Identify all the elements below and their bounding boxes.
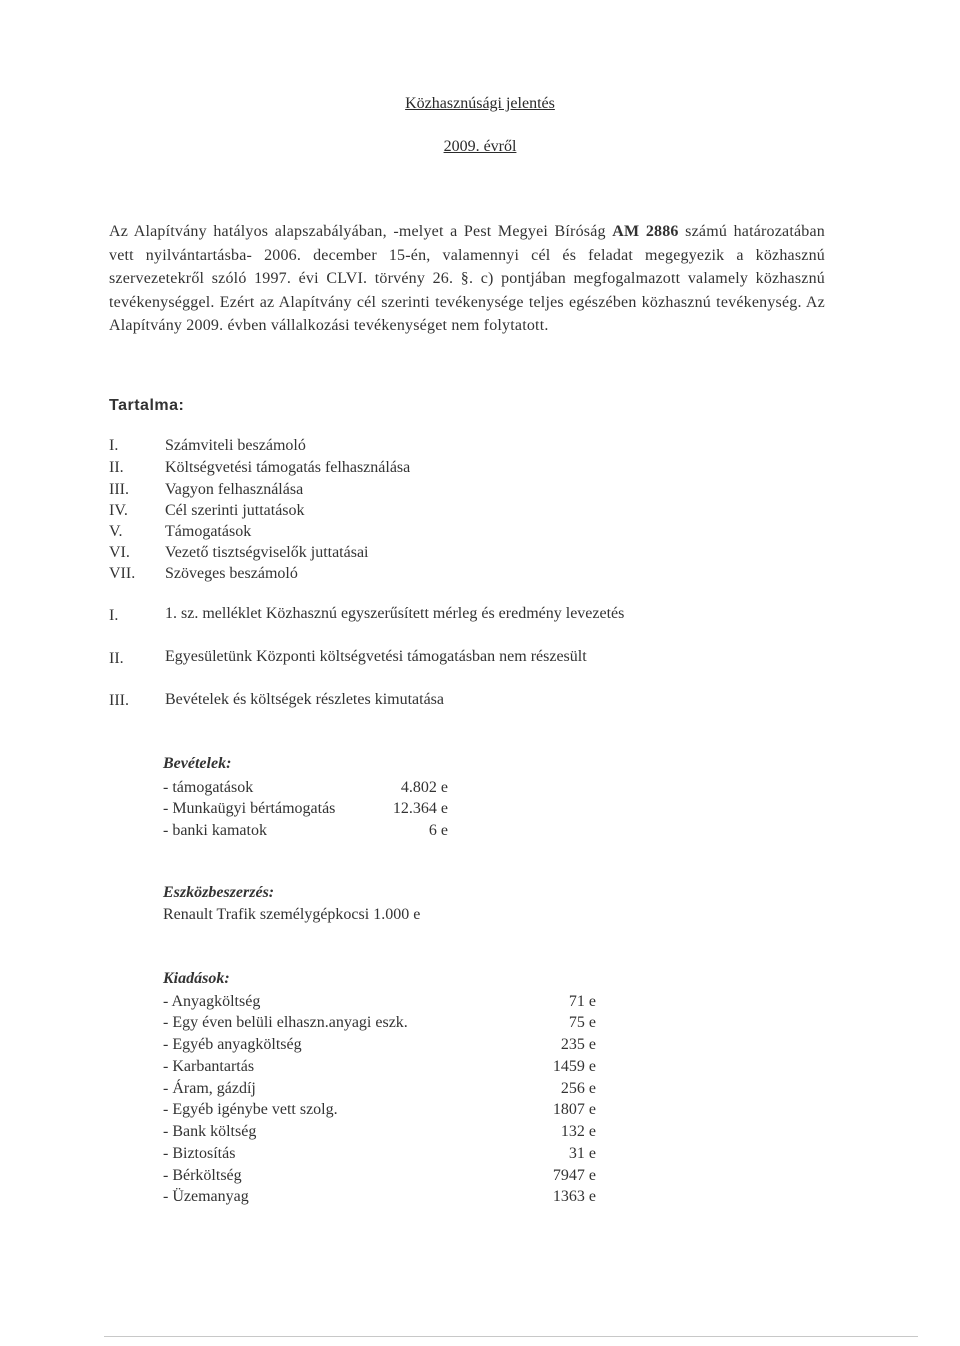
expense-item-amount: 256 e xyxy=(560,1080,596,1097)
income-heading: Bevételek: xyxy=(163,755,232,772)
expense-item-label: - Egy éven belüli elhaszn.anyagi eszk. xyxy=(163,1014,408,1031)
expense-item-label: - Karbantartás xyxy=(163,1058,255,1075)
expense-item-amount: 1363 e xyxy=(552,1188,596,1205)
expense-item-amount: 235 e xyxy=(560,1036,596,1053)
section-number: I. xyxy=(109,607,119,624)
registration-number: AM 2886 xyxy=(612,223,679,240)
expense-item-amount: 1459 e xyxy=(552,1058,596,1075)
section-text: Bevételek és költségek részletes kimutatása xyxy=(165,691,445,708)
assets-line: Renault Trafik személygépkocsi 1.000 e xyxy=(163,906,421,923)
expense-item-label: - Egyéb anyagköltség xyxy=(163,1036,302,1053)
intro-part2: számú határozatában vett nyilvántartásba- 2006. december 15-én, valamennyi cél és feladat megegyezik a közhasznú szervezetekről szóló 1997. évi CLVI. törvény 26. §. c) pontjában megfogalmazott valamely közhasznú tevékenységgel. Ezért az Alapítvány cél szerinti tevékenysége teljes egészében közhasznú tevékenység. Az Alapítvány 2009. évben vállalkozási tevékenységet nem folytatott. xyxy=(109,223,826,335)
section-number: III. xyxy=(109,692,129,709)
expense-item-label: - Üzemanyag xyxy=(163,1188,249,1205)
expense-item-label: - Áram, gázdíj xyxy=(163,1080,256,1097)
contents-item-text: Költségvetési támogatás felhasználása xyxy=(165,459,411,476)
income-item-label: - Munkaügyi bértámogatás xyxy=(163,800,336,817)
contents-item-number: V. xyxy=(109,523,123,540)
contents-item-text: Számviteli beszámoló xyxy=(165,437,306,454)
section-text: Egyesületünk Központi költségvetési támogatásban nem részesült xyxy=(165,648,587,665)
contents-item-number: III. xyxy=(109,481,129,498)
contents-item-number: VII. xyxy=(109,565,136,582)
contents-item-number: IV. xyxy=(109,502,128,519)
income-item-label: - támogatások xyxy=(163,779,254,796)
income-item-amount: 4.802 e xyxy=(400,779,448,796)
contents-item-text: Támogatások xyxy=(165,523,252,540)
contents-item-text: Szöveges beszámoló xyxy=(165,565,298,582)
expense-item-amount: 7947 e xyxy=(552,1167,596,1184)
expense-item-label: - Anyagköltség xyxy=(163,993,261,1010)
expense-item-amount: 71 e xyxy=(568,993,596,1010)
contents-item-number: VI. xyxy=(109,544,130,561)
document-subtitle: 2009. évről xyxy=(443,138,517,155)
assets-heading: Eszközbeszerzés: xyxy=(163,884,275,901)
expenses-heading: Kiadások: xyxy=(163,970,230,987)
income-item-amount: 6 e xyxy=(428,822,448,839)
expense-item-label: - Biztosítás xyxy=(163,1145,236,1162)
document-title: Közhasznúsági jelentés xyxy=(405,95,555,112)
bottom-divider xyxy=(104,1336,918,1337)
contents-item-text: Vezető tisztségviselők juttatásai xyxy=(165,544,369,561)
expense-item-amount: 132 e xyxy=(560,1123,596,1140)
expense-item-amount: 31 e xyxy=(568,1145,596,1162)
contents-heading: Tartalma: xyxy=(109,397,185,414)
intro-paragraph xyxy=(109,220,825,338)
section-number: II. xyxy=(109,650,124,667)
intro-part1: Az Alapítvány hatályos alapszabályában, -melyet a Pest Megyei Bíróság xyxy=(109,223,606,240)
income-item-amount: 12.364 e xyxy=(392,800,448,817)
expense-item-amount: 75 e xyxy=(568,1014,596,1031)
income-item-label: - banki kamatok xyxy=(163,822,267,839)
contents-item-number: II. xyxy=(109,459,124,476)
expense-item-label: - Bank költség xyxy=(163,1123,257,1140)
expense-item-amount: 1807 e xyxy=(552,1101,596,1118)
section-text: 1. sz. melléklet Közhasznú egyszerűsített mérleg és eredmény levezetés xyxy=(165,605,625,622)
expense-item-label: - Egyéb igénybe vett szolg. xyxy=(163,1101,338,1118)
contents-item-text: Vagyon felhasználása xyxy=(165,481,304,498)
contents-item-number: I. xyxy=(109,437,119,454)
expense-item-label: - Bérköltség xyxy=(163,1167,242,1184)
contents-item-text: Cél szerinti juttatások xyxy=(165,502,305,519)
